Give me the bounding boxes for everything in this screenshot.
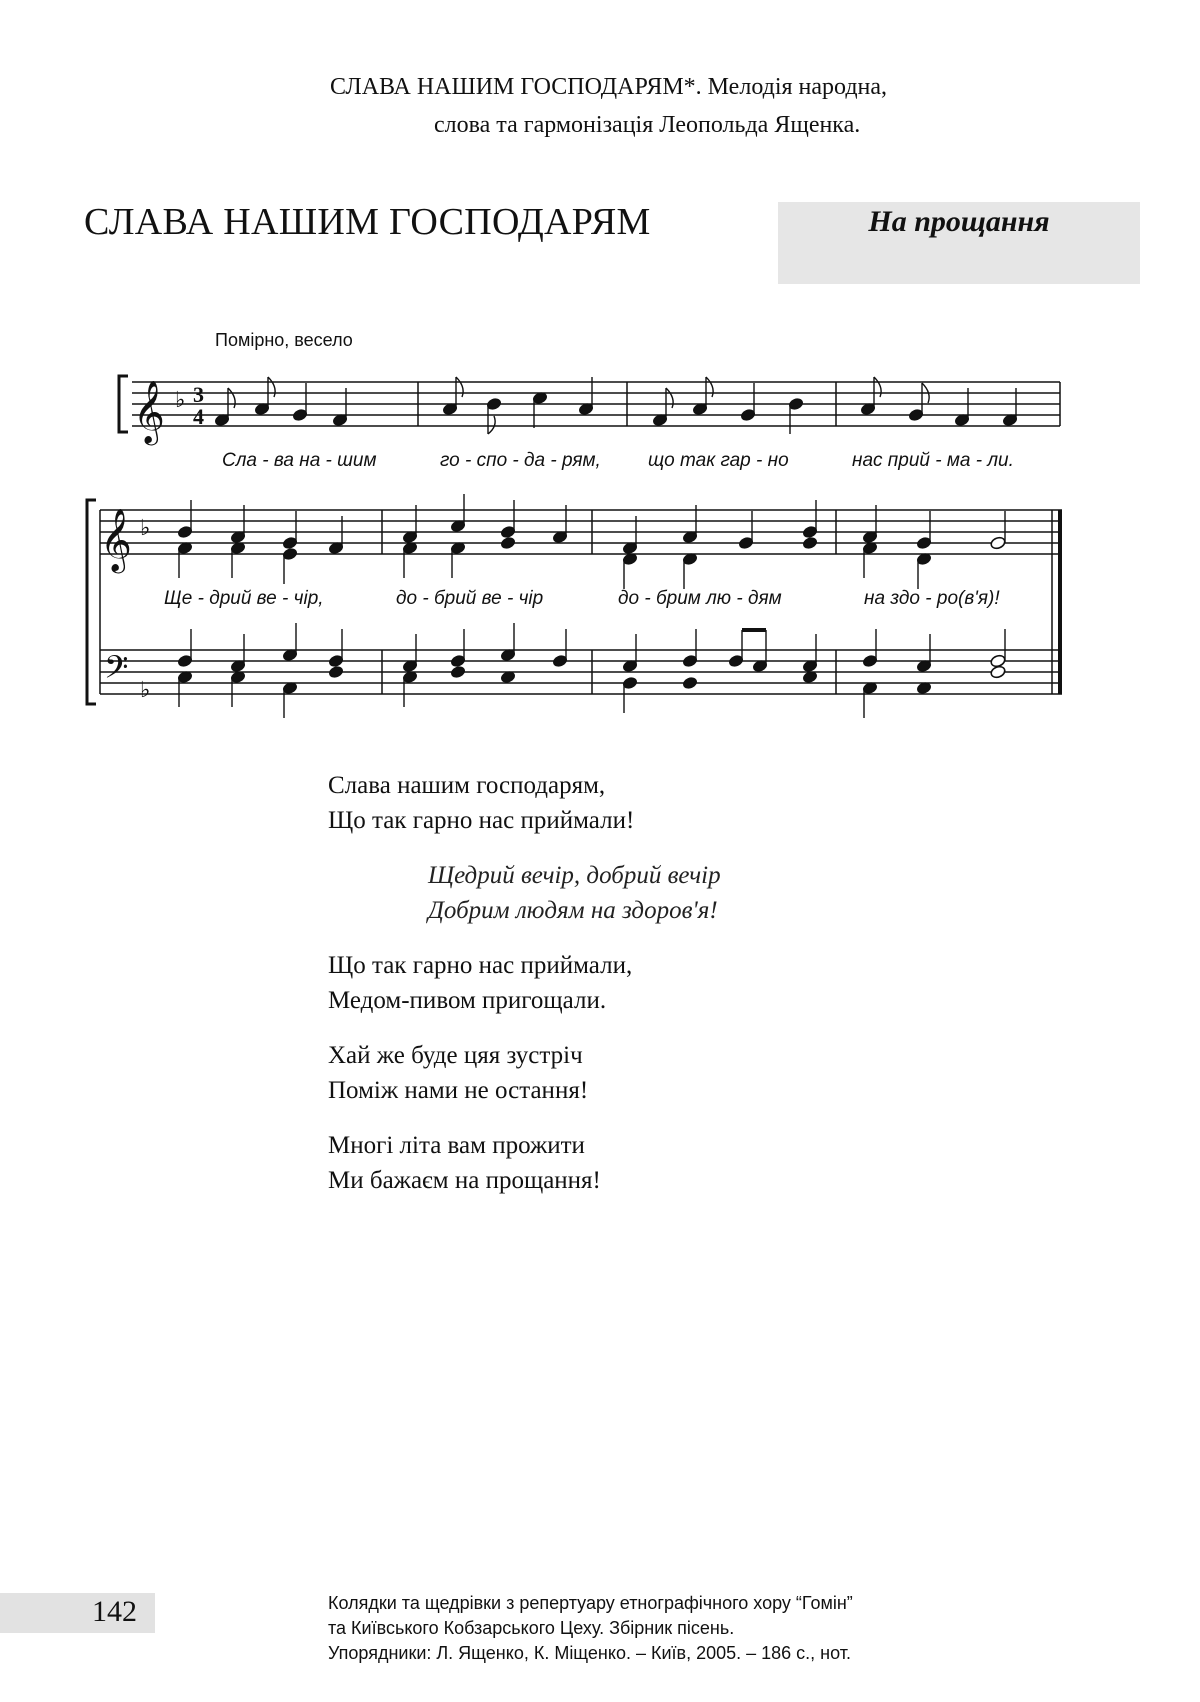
lyric-phrase: на здо - ро(в'я)!: [864, 588, 1000, 609]
lyric-phrase: го - спо - да - рям,: [440, 450, 601, 471]
stanza: [328, 1038, 1028, 1108]
verse-line: Медом-пивом пригощали.: [328, 987, 607, 1014]
lyric-phrase: нас прий - ма - ли.: [852, 450, 1014, 471]
lyric-phrase: до - брий ве - чір: [396, 588, 544, 609]
time-sig-top: 3: [193, 382, 204, 407]
stanza: [328, 948, 1028, 1018]
verse-line: Хай же буде цяя зустріч: [328, 1042, 583, 1069]
stanza: [328, 768, 1028, 838]
page-number-box: [0, 1593, 155, 1633]
page-title: СЛАВА НАШИМ ГОСПОДАРЯМ: [84, 201, 651, 243]
bibliography: [328, 1591, 853, 1666]
lyric-phrase: Ще - дрий ве - чір,: [164, 588, 324, 609]
biblio-line: Упорядники: Л. Ященко, К. Міщенко. – Київ, 2005. – 186 с., нот.: [328, 1643, 851, 1663]
tempo-marking: Помірно, весело: [215, 330, 353, 350]
biblio-line: Колядки та щедрівки з репертуару етнографічного хору “Гомін”: [328, 1593, 853, 1613]
stanza: [328, 1128, 1028, 1198]
lyrics-line-2: [0, 588, 1200, 614]
treble-clef-icon: 𝄞: [133, 380, 165, 443]
section-label: На прощання: [868, 205, 1050, 238]
melody-staff: [119, 376, 1060, 446]
treble-clef-icon: 𝄞: [100, 508, 132, 571]
verse-line: Многі літа вам прожити: [328, 1132, 585, 1159]
verse-line: Поміж нами не остання!: [328, 1077, 589, 1104]
refrain-stanza: [328, 858, 1028, 928]
verse-line: Що так гарно нас приймали!: [328, 807, 635, 834]
lyrics-line-1: [0, 450, 1200, 476]
verse-line: Що так гарно нас приймали,: [328, 952, 633, 979]
flat-icon: ♭: [175, 388, 186, 413]
page-number: 142: [92, 1595, 137, 1628]
lyric-phrase: до - брим лю - дям: [618, 588, 782, 609]
bass-clef-icon: 𝄢: [104, 649, 129, 693]
verse-line: Слава нашим господарям,: [328, 772, 606, 799]
biblio-line: та Київського Кобзарського Цеху. Збірник пісень.: [328, 1618, 735, 1638]
lyric-phrase: Сла - ва на - шим: [222, 450, 377, 471]
verse-line: Щедрий вечір, добрий вечір: [428, 862, 721, 889]
verse-line: Добрим людям на здоров'я!: [428, 897, 718, 924]
flat-icon: ♭: [140, 516, 151, 541]
verse-line: Ми бажаєм на прощання!: [328, 1167, 601, 1194]
time-sig-bottom: 4: [193, 404, 204, 429]
lyric-phrase: що так гар - но: [648, 450, 789, 471]
flat-icon: ♭: [140, 678, 151, 703]
source-line-2: слова та гармонізація Леопольда Ященка.: [434, 112, 861, 138]
source-line-1: СЛАВА НАШИМ ГОСПОДАРЯМ*. Мелодія народна,: [330, 74, 888, 100]
song-verses: [328, 768, 1028, 1218]
